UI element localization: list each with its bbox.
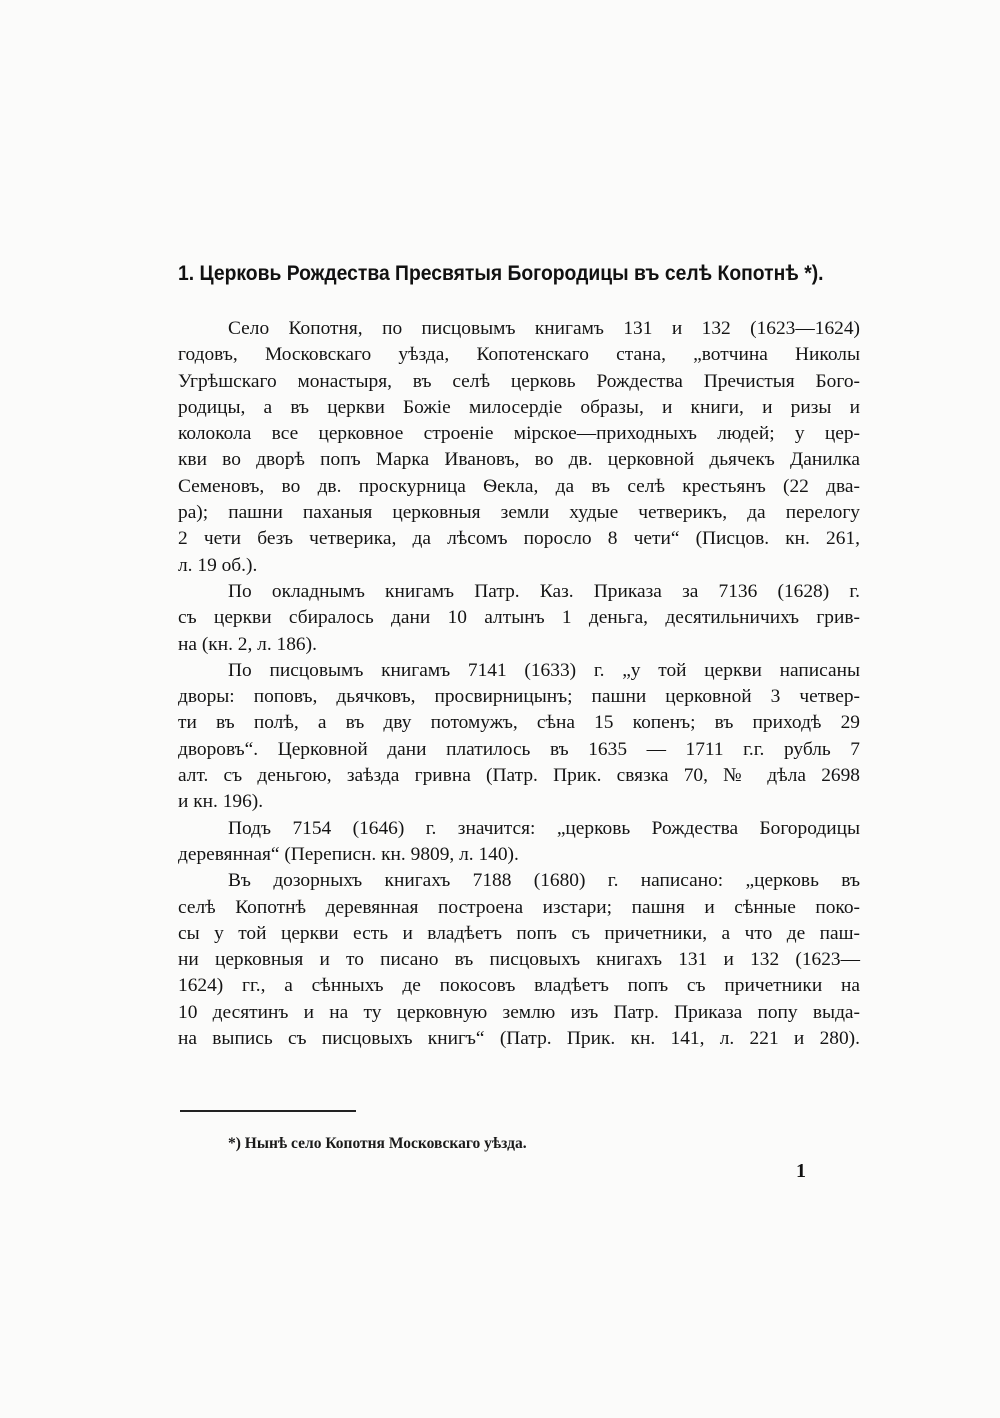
text-line: ти въ полѣ, а въ дву потомужъ, сѣна 15 копенъ; въ приходѣ 29 [178,712,860,734]
text-line: дворовъ“. Церковной дани платилось въ 1635 — 1711 г.г. рубль 7 [178,738,860,760]
text-line: По окладнымъ книгамъ Патр. Каз. Приказа за 7136 (1628) г. [228,580,860,602]
text-line: годовъ, Московскаго уѣзда, Копотенскаго стана, „вотчина Николы [178,344,860,366]
text-line: на выпись съ писцовыхъ книгъ“ (Патр. Прик. кн. 141, л. 221 и 280). [178,1028,860,1050]
text-line: Угрѣшскаго монастыря, въ селѣ церковь Рождества Пречистыя Бого- [178,370,860,392]
text-line: ни церковныя и то писано въ писцовыхъ книгахъ 131 и 132 (1623— [178,949,860,971]
text-line: Подъ 7154 (1646) г. значится: „церковь Рождества Богородицы [228,817,860,839]
text-line: ра); пашни паханыя церковныя земли худые четверикъ, да перелогу [178,502,860,524]
text-line: По писцовымъ книгамъ 7141 (1633) г. „у той церкви написаны [228,659,860,681]
body-text [178,316,860,1052]
text-line: сы у той церкви есть и владѣетъ попъ съ причетники, а что де паш- [178,922,860,944]
text-line: л. 19 об.). [178,554,258,576]
text-line: 10 десятинъ и на ту церковную землю изъ Патр. Приказа попу выда- [178,1001,860,1023]
text-line: селѣ Копотнѣ деревянная построена изстари; пашня и сѣнные поко- [178,896,860,918]
footnote-divider [180,1110,356,1112]
text-line: алт. съ деньгою, заѣздa гривна (Патр. Прик. связка 70, № дѣла 2698 [178,765,860,787]
text-line: дворы: поповъ, дьячковъ, просвирницынъ; пашни церковной 3 четвер- [178,686,860,708]
text-line: Село Копотня, по писцовымъ книгамъ 131 и 132 (1623—1624) [228,318,860,339]
text-line: колокола все церковное строеніе мірское—приходныхъ людей; у цер- [178,423,860,445]
text-line: Семеновъ, во дв. проскурница Ѳекла, да въ селѣ крестьянъ (22 два- [178,475,860,497]
text-line: кви во дворѣ попъ Марка Ивановъ, во дв. церковной дьячекъ Данилка [178,449,860,471]
text-line: 1624) гг., а сѣнныхъ де покосовъ владѣетъ попъ съ причетники на [178,975,860,997]
footnote: *) Нынѣ село Копотня Московскаго уѣзда. [228,1135,527,1152]
text-line: и кн. 196). [178,791,264,813]
text-line: 2 чети безъ четверика, да лѣсомъ поросло 8 чети“ (Писцов. кн. 261, [178,528,860,550]
page-number: 1 [796,1160,806,1182]
text-line: на (кн. 2, л. 186). [178,633,317,655]
text-line: Въ дозорныхъ книгахъ 7188 (1680) г. написано: „церковь въ [228,870,860,892]
text-line: родицы, а въ церкви Божіе милосердіе образы, и книги, и ризы и [178,396,860,418]
text-line: деревянная“ (Переписн. кн. 9809, л. 140). [178,843,519,865]
text-line: съ церкви сбиралось дани 10 алтынъ 1 деньга, десятильничихъ грив- [178,607,860,629]
section-heading: 1. Церковь Рождества Пресвятыя Богородицы въ селѣ Копотнѣ *). [178,262,824,285]
